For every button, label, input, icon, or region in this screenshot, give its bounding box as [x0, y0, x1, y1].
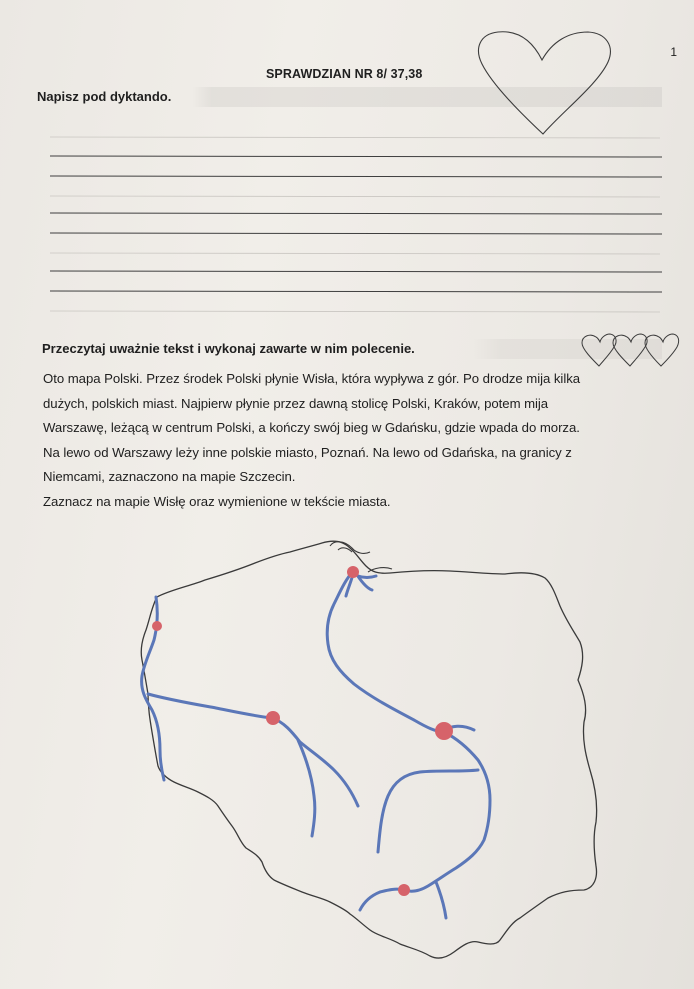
city-marker-krakow [398, 884, 410, 896]
san-river [436, 882, 446, 918]
task2-line: Zaznacz na mapie Wisłę oraz wymienione w tekście miasta. [43, 493, 391, 509]
city-marker-szczecin [152, 621, 162, 631]
city-marker-poznan [266, 711, 280, 725]
page-title: SPRAWDZIAN NR 8/ 37,38 [266, 67, 423, 81]
vistula-river [327, 570, 490, 910]
rivers [142, 570, 490, 918]
pilica-river [378, 770, 478, 852]
task2-line: Na lewo od Warszawy leży inne polskie miasto, Poznań. Na lewo od Gdańska, na granicy z [43, 444, 572, 460]
task2-line: Niemcami, zaznaczono na mapie Szczecin. [43, 469, 296, 485]
warta-river [148, 694, 358, 806]
city-markers [152, 566, 453, 896]
city-marker-warszawa [435, 722, 453, 740]
warta-tributary [298, 740, 315, 836]
hel-peninsula [330, 542, 392, 572]
task2-heading: Przeczytaj uważnie tekst i wykonaj zawarte w nim polecenie. [42, 339, 662, 359]
page-number: 1 [670, 45, 677, 59]
task2-line: Oto mapa Polski. Przez środek Polski płynie Wisła, która wypływa z gór. Po drodze mija kilka [43, 371, 581, 386]
poland-outline [141, 541, 596, 958]
task1-heading: Napisz pod dyktando. [37, 87, 662, 107]
task2-line: dużych, polskich miast. Najpierw płynie przez dawną stolicę Polski, Kraków, potem mija [43, 395, 549, 411]
city-marker-gdansk [347, 566, 359, 578]
task2-line: Warszawę, leżącą w centrum Polski, a kończy swój bieg w Gdańsku, gdzie wpada do morza. [43, 420, 580, 436]
